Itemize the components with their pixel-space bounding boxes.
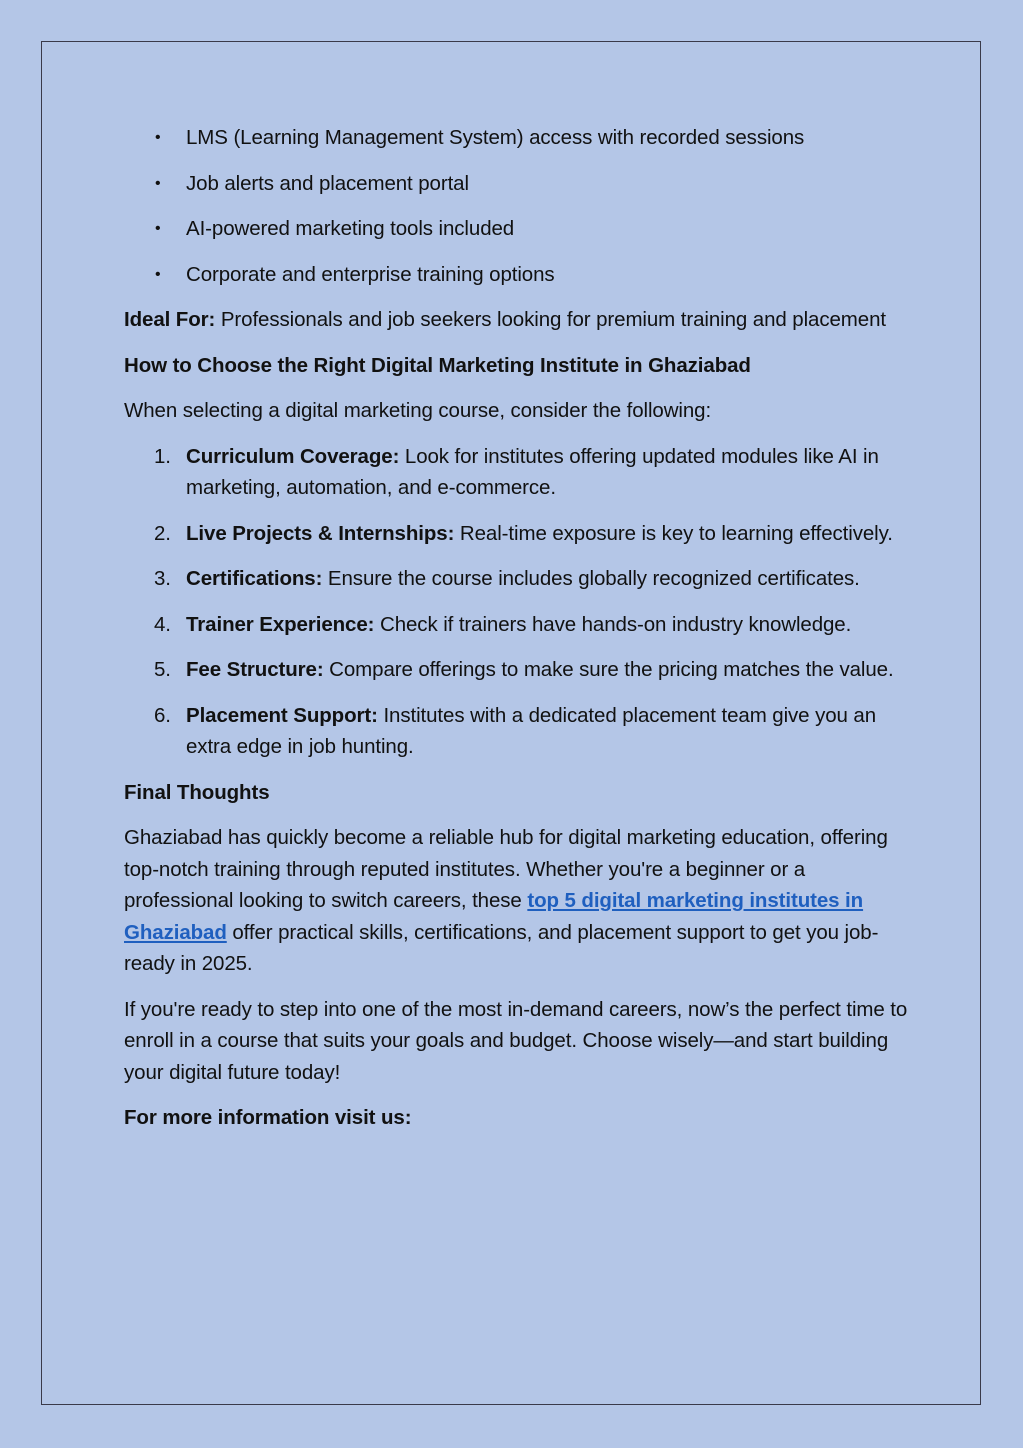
list-item xyxy=(124,609,914,641)
list-item xyxy=(124,700,914,763)
list-item xyxy=(124,518,914,550)
criterion-title: Live Projects & Internships: xyxy=(186,521,455,545)
criterion-title: Certifications: xyxy=(186,567,323,590)
criterion-text: Look for institutes offering updated modules like AI in marketing, automation, and e-commerce. xyxy=(186,444,879,499)
ideal-for-label: Ideal For: xyxy=(124,308,216,331)
list-item xyxy=(124,654,914,686)
list-item-text: LMS (Learning Management System) access with recorded sessions xyxy=(186,126,805,149)
criterion-title: Fee Structure: xyxy=(186,658,324,681)
list-item xyxy=(124,122,914,154)
document-body xyxy=(124,122,914,1148)
ideal-for-text: Professionals and job seekers looking for premium training and placement xyxy=(215,308,886,331)
list-item-text: Corporate and enterprise training options xyxy=(186,262,555,286)
top-institutes-link[interactable]: top 5 digital marketing institutes in Ghaziabad xyxy=(124,889,864,944)
criterion-text: Real-time exposure is key to learning effectively. xyxy=(454,521,893,545)
criterion-title: Curriculum Coverage: xyxy=(186,444,400,468)
list-item xyxy=(124,441,914,504)
list-item xyxy=(124,259,914,291)
final-paragraph-2: If you're ready to step into one of the most in-demand careers, now’s the perfect time to enroll in a course that suits your goals and budget. Choose wisely—and start building your digital future today! xyxy=(124,997,908,1084)
bullet-icon: • xyxy=(155,174,161,192)
list-item xyxy=(124,168,914,200)
list-item xyxy=(124,213,914,245)
final-paragraph-1 xyxy=(124,822,914,980)
section-heading: How to Choose the Right Digital Marketing Institute in Ghaziabad xyxy=(124,353,751,377)
ideal-for-paragraph xyxy=(124,304,914,336)
criterion-text: Ensure the course includes globally recognized certificates. xyxy=(322,567,860,590)
criteria-list xyxy=(124,441,914,763)
list-number: 5. xyxy=(154,658,171,681)
final-paragraph-1-text: Ghaziabad has quickly become a reliable hub for digital marketing education, offering top-notch training through reputed institutes. Whether you're a beginner or a professional looking to switch careers, these xyxy=(124,826,888,912)
list-number: 2. xyxy=(154,521,171,545)
features-list xyxy=(124,122,914,290)
final-thoughts-heading: Final Thoughts xyxy=(124,780,270,804)
criterion-text: Institutes with a dedicated placement team give you an extra edge in job hunting. xyxy=(186,703,877,758)
final-paragraph-1-tail: offer practical skills, certifications, and placement support to get you job-ready in 2025. xyxy=(124,920,879,975)
bullet-icon: • xyxy=(155,129,161,146)
list-item-text: AI-powered marketing tools included xyxy=(186,217,515,240)
criterion-text: Check if trainers have hands-on industry knowledge. xyxy=(374,612,852,636)
intro-paragraph: When selecting a digital marketing course, consider the following: xyxy=(124,399,712,422)
list-item xyxy=(124,563,914,595)
list-number: 1. xyxy=(154,444,171,468)
list-number: 6. xyxy=(154,703,171,727)
criterion-title: Trainer Experience: xyxy=(186,612,375,636)
list-item-text: Job alerts and placement portal xyxy=(186,171,469,195)
list-number: 3. xyxy=(154,567,171,590)
list-number: 4. xyxy=(154,612,171,636)
criterion-text: Compare offerings to make sure the pricing matches the value. xyxy=(323,658,894,681)
more-info-label: For more information visit us: xyxy=(124,1106,412,1129)
bullet-icon: • xyxy=(155,265,161,283)
criterion-title: Placement Support: xyxy=(186,703,378,727)
bullet-icon: • xyxy=(155,220,161,237)
